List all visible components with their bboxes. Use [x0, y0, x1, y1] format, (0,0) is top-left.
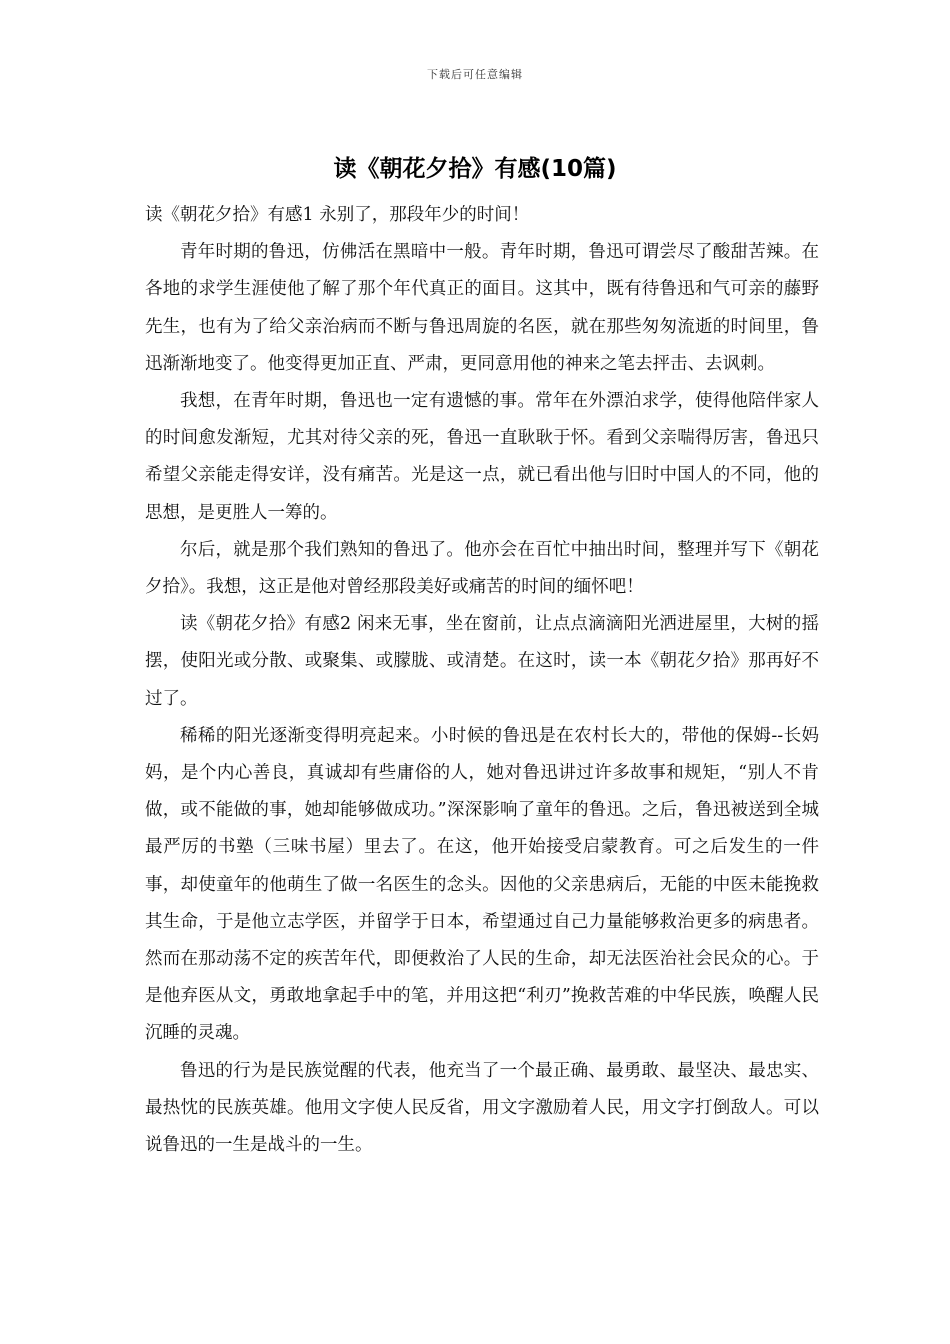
paragraph: 我想，在青年时期，鲁迅也一定有遗憾的事。常年在外漂泊求学，使得他陪伴家人的时间愈发渐短，尤其对待父亲的死，鲁迅一直耿耿于怀。看到父亲喘得厉害，鲁迅只希望父亲能走得安详，没有痛苦。光是这一点，就已看出他与旧时中国人的不同，他的思想，是更胜人一筹的。 — [145, 391, 819, 523]
paragraph: 鲁迅的行为是民族觉醒的代表，他充当了一个最正确、最勇敢、最坚决、最忠实、最热忱的民族英雄。他用文字使人民反省，用文字激励着人民，用文字打倒敌人。可以说鲁迅的一生是战斗的一生。 — [145, 1060, 819, 1156]
paragraph-essay-2-heading: 读《朝花夕拾》有感2 闲来无事，坐在窗前，让点点滴滴阳光洒进屋里，大树的摇摆，使阳光或分散、或聚集、或朦胧、或清楚。在这时，读一本《朝花夕拾》那再好不过了。 — [145, 614, 819, 709]
paragraph-essay-1-heading: 读《朝花夕拾》有感1 永别了，那段年少的时间！ — [145, 205, 530, 225]
document-title: 读《朝花夕拾》有感(10篇) — [333, 156, 617, 182]
paragraph: 尔后，就是那个我们熟知的鲁迅了。他亦会在百忙中抽出时间，整理并写下《朝花夕拾》。我想，这正是他对曾经那段美好或痛苦的时间的缅怀吧！ — [145, 539, 819, 598]
header-note: 下载后可任意编辑 — [427, 68, 523, 81]
paragraph: 稀稀的阳光逐渐变得明亮起来。小时候的鲁迅是在农村长大的，带他的保姆--长妈妈，是个内心善良，真诚却有些庸俗的人，她对鲁迅讲过许多故事和规矩，“别人不肯做，或不能做的事，她却能够做成功。”深深影响了童年的鲁迅。之后，鲁迅被送到全城最严厉的书塾（三味书屋）里去了。在这，他开始接受启蒙教育。可之后发生的一件事，却使童年的他萌生了做一名医生的念头。因他的父亲患病后，无能的中医未能挽救其生命，于是他立志学医，并留学于日本，希望通过自己力量能够救治更多的病患者。然而在那动荡不定的疾苦年代，即便救治了人民的生命，却无法医治社会民众的心。于是他弃医从文，勇敢地拿起手中的笔，并用这把“利刃”挽救苦难的中华民族，唤醒人民沉睡的灵魂。 — [145, 725, 819, 1044]
document-body — [145, 197, 819, 1164]
paragraph: 青年时期的鲁迅，仿佛活在黑暗中一般。青年时期，鲁迅可谓尝尽了酸甜苦辣。在各地的求学生涯使他了解了那个年代真正的面目。这其中，既有待鲁迅和气可亲的藤野先生，也有为了给父亲治病而不断与鲁迅周旋的名医，就在那些匆匆流逝的时间里，鲁迅渐渐地变了。他变得更加正直、严肃，更同意用他的神来之笔去抨击、去讽刺。 — [145, 242, 819, 374]
